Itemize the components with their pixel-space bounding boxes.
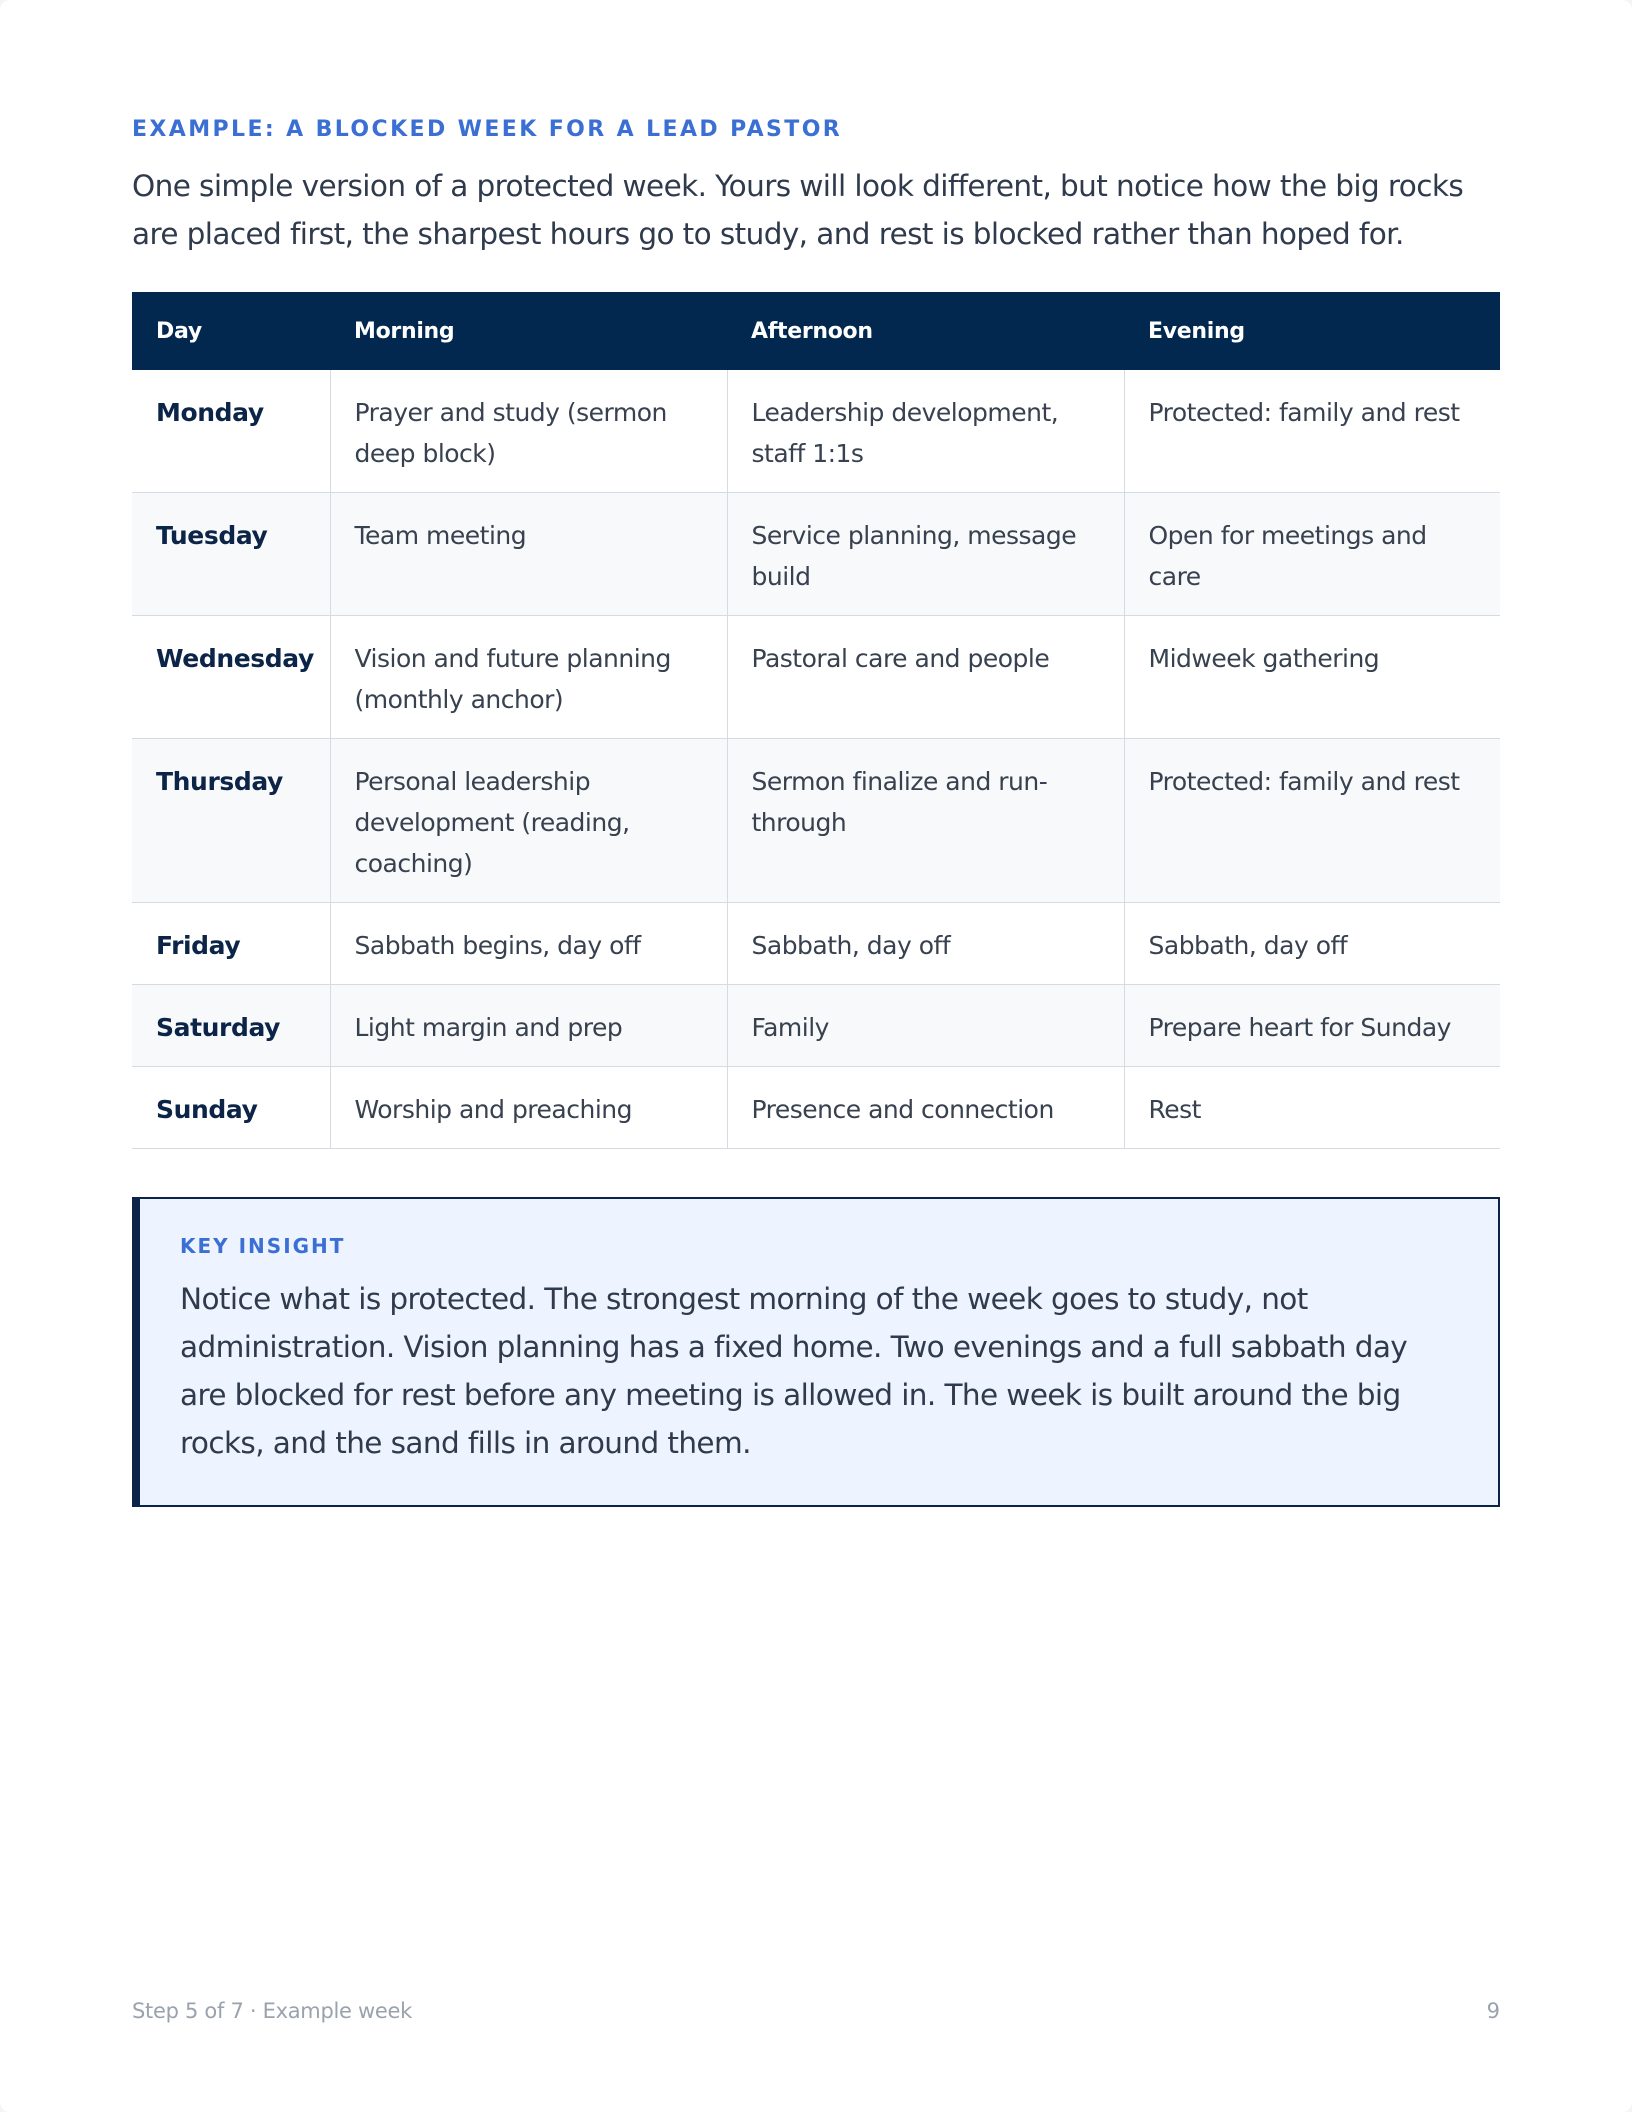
table-header-row	[132, 292, 1500, 370]
table-body	[132, 370, 1500, 1149]
afternoon-cell: Pastoral care and people	[727, 616, 1124, 739]
morning-cell: Prayer and study (sermon deep block)	[330, 370, 727, 493]
key-insight-callout	[132, 1197, 1500, 1507]
afternoon-cell: Leadership development, staff 1:1s	[727, 370, 1124, 493]
afternoon-cell: Sermon finalize and run-through	[727, 739, 1124, 903]
evening-cell: Protected: family and rest	[1124, 370, 1500, 493]
evening-cell: Midweek gathering	[1124, 616, 1500, 739]
evening-cell: Rest	[1124, 1067, 1500, 1149]
footer-page-number: 9	[1486, 1999, 1500, 2023]
morning-cell: Sabbath begins, day off	[330, 903, 727, 985]
table-row	[132, 616, 1500, 739]
afternoon-cell: Service planning, message build	[727, 493, 1124, 616]
day-cell: Saturday	[132, 985, 330, 1067]
morning-cell: Team meeting	[330, 493, 727, 616]
key-insight-text: Notice what is protected. The strongest morning of the week goes to study, not administration. Vision planning has a fixed home. Two evenings and a full sabbath day are blocked for rest before any meeting is allowed in. The week is built around the big rocks, and the sand fills in around them.	[180, 1282, 1408, 1460]
key-insight-label: KEY INSIGHT	[180, 1234, 346, 1258]
day-cell: Tuesday	[132, 493, 330, 616]
table-row	[132, 903, 1500, 985]
morning-cell: Vision and future planning (monthly anchor)	[330, 616, 727, 739]
weekly-schedule-table	[132, 292, 1500, 1149]
table-row	[132, 1067, 1500, 1149]
table-row	[132, 985, 1500, 1067]
table-row	[132, 370, 1500, 493]
evening-cell: Protected: family and rest	[1124, 739, 1500, 903]
afternoon-cell: Sabbath, day off	[727, 903, 1124, 985]
header-day: Day	[132, 292, 330, 370]
morning-cell: Light margin and prep	[330, 985, 727, 1067]
table-header	[132, 292, 1500, 370]
day-cell: Friday	[132, 903, 330, 985]
evening-cell: Open for meetings and care	[1124, 493, 1500, 616]
section-intro: One simple version of a protected week. Yours will look different, but notice how the big rocks are placed first, the sharpest hours go to study, and rest is blocked rather than hoped for.	[132, 169, 1464, 251]
section-eyebrow: EXAMPLE: A BLOCKED WEEK FOR A LEAD PASTOR	[132, 117, 843, 142]
afternoon-cell: Presence and connection	[727, 1067, 1124, 1149]
table-row	[132, 493, 1500, 616]
table-row	[132, 739, 1500, 903]
header-morning: Morning	[330, 292, 727, 370]
day-cell: Wednesday	[132, 616, 330, 739]
footer-step-label: Step 5 of 7 · Example week	[132, 1999, 412, 2023]
day-cell: Monday	[132, 370, 330, 493]
evening-cell: Prepare heart for Sunday	[1124, 985, 1500, 1067]
page-content	[132, 116, 1500, 1507]
morning-cell: Personal leadership development (reading, coaching)	[330, 739, 727, 903]
header-evening: Evening	[1124, 292, 1500, 370]
day-cell: Sunday	[132, 1067, 330, 1149]
evening-cell: Sabbath, day off	[1124, 903, 1500, 985]
afternoon-cell: Family	[727, 985, 1124, 1067]
header-afternoon: Afternoon	[727, 292, 1124, 370]
morning-cell: Worship and preaching	[330, 1067, 727, 1149]
day-cell: Thursday	[132, 739, 330, 903]
